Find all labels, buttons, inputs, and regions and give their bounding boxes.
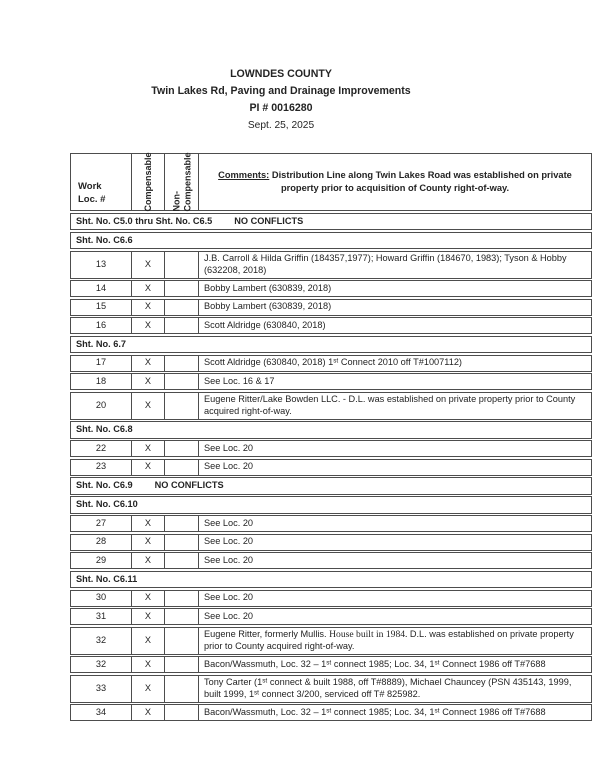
comment-text: See Loc. 20 [204,610,254,621]
section-row [70,571,592,589]
work-loc-value: 14 [95,282,107,293]
section-row [70,421,592,439]
section-label: Sht. No. C5.0 thru Sht. No. C6.5 [76,215,213,226]
compensable-cell [132,657,165,672]
comment-cell [199,252,591,278]
section-row [70,336,592,354]
work-loc-value: 32 [95,658,107,669]
comment-cell [199,516,591,531]
compensable-mark: X [144,706,152,717]
comment-text: See Loc. 20 [204,554,254,565]
section-label: Sht. No. C6.10 [76,499,138,509]
comment-text-part1: Eugene Ritter, formerly Mullis. [204,629,330,639]
non-compensable-cell [165,281,199,296]
compensable-cell [132,516,165,531]
compensable-mark: X [144,319,152,330]
non-compensable-line1: Non- [171,191,181,212]
table-row [70,515,592,532]
work-loc-cell [71,516,132,531]
compensable-mark: X [144,682,152,693]
comment-text: Bacon/Wassmuth, Loc. 32 – 1ˢᵗ connect 1985; Loc. 34, 1ˢᵗ Connect 1986 off T#7688 [204,658,546,669]
work-loc-cell [71,441,132,456]
table-row [70,373,592,390]
work-loc-cell [71,393,132,419]
compensable-cell [132,676,165,702]
non-compensable-cell [165,516,199,531]
work-loc-value: 20 [95,399,107,410]
comment-cell [199,374,591,389]
compensable-header-cell [132,154,165,210]
non-compensable-line2: Compensable [181,152,192,212]
comment-text: Bobby Lambert (630839, 2018) [204,282,332,293]
work-loc-cell [71,591,132,606]
comment-cell [199,535,591,550]
comment-cell [199,553,591,568]
compensable-mark: X [144,517,152,528]
work-loc-value: 32 [95,634,107,645]
comments-label: Comments: [218,170,270,180]
comment-cell [199,281,591,296]
work-loc-value: 16 [95,319,107,330]
compensable-cell [132,252,165,278]
work-loc-header-cell [71,154,132,210]
non-compensable-cell [165,318,199,333]
section-row [70,232,592,250]
work-loc-value: 29 [95,554,107,565]
table-row [70,552,592,569]
compensable-cell [132,535,165,550]
work-loc-cell [71,676,132,702]
compensable-cell [132,705,165,720]
section-note: NO CONFLICTS [154,480,224,490]
work-loc-cell [71,460,132,475]
non-compensable-cell [165,393,199,419]
work-loc-value: 23 [95,461,107,472]
compensable-mark: X [144,592,152,603]
work-loc-value: 17 [95,357,107,368]
work-loc-cell [71,657,132,672]
non-compensable-cell [165,460,199,475]
comment-cell [199,441,591,456]
section-label: Sht. No. C6.8 [76,424,133,434]
compensable-mark: X [144,461,152,472]
section-label: Sht. No. C6.9 [76,480,133,490]
compensable-cell [132,441,165,456]
compensable-cell [132,628,165,654]
comment-cell [199,300,591,315]
comment-cell [199,657,591,672]
comment-cell [199,705,591,720]
non-compensable-cell [165,591,199,606]
compensable-mark: X [144,536,152,547]
work-loc-value: 33 [95,682,107,693]
compensable-mark: X [144,554,152,565]
table-header-row [70,153,592,211]
comment-cell [199,609,591,624]
comments-header-cell [199,154,591,210]
comment-text: Scott Aldridge (630840, 2018) [204,319,326,330]
compensable-mark: X [144,282,152,293]
compensable-mark: X [144,634,152,645]
section-row [70,477,592,495]
work-loc-value: 30 [95,592,107,603]
comment-text-part2: House built in 1984. [329,629,410,640]
work-loc-cell [71,609,132,624]
comment-cell [199,318,591,333]
compensable-mark: X [144,357,152,368]
compensable-cell [132,300,165,315]
title-pi-number: PI # 0016280 [249,102,313,114]
compensable-mark: X [144,399,152,410]
section-label: Sht. No. C6.11 [76,573,138,584]
non-compensable-cell [165,356,199,371]
work-loc-cell [71,705,132,720]
work-loc-cell [71,356,132,371]
table-row [70,251,592,279]
comment-text: See Loc. 20 [204,536,254,546]
comment-text: See Loc. 20 [204,461,254,471]
title-county: LOWNDES COUNTY [230,68,332,80]
document-date: Sept. 25, 2025 [247,120,315,131]
comments-description: Distribution Line along Twin Lakes Road was established on private property prior to acquisition of County right-of-way. [271,170,572,193]
comment-text: Eugene Ritter/Lake Bowden LLC. - D.L. was established on private property prior to County acquired right-of-way. [204,394,576,416]
comment-text: See Loc. 20 [204,517,254,528]
table-row [70,299,592,316]
non-compensable-cell [165,676,199,702]
work-loc-value: 31 [95,610,107,621]
non-compensable-header-label [171,152,192,211]
work-loc-value: 27 [95,517,107,528]
compensable-cell [132,460,165,475]
table-row [70,590,592,607]
work-loc-cell [71,252,132,278]
non-compensable-cell [165,657,199,672]
compensable-cell [132,374,165,389]
non-compensable-cell [165,705,199,720]
compensable-cell [132,393,165,419]
compensable-cell [132,356,165,371]
non-compensable-cell [165,300,199,315]
table-row [70,440,592,457]
comment-text: Scott Aldridge (630840, 2018) 1ˢᵗ Connect 2010 off T#1007112) [204,357,462,367]
table-row [70,627,592,655]
compensable-cell [132,591,165,606]
non-compensable-cell [165,374,199,389]
work-loc-value: 13 [95,258,107,269]
comment-cell [199,393,591,419]
comment-cell [199,356,591,371]
comment-text: J.B. Carroll & Hilda Griffin (184357,1977); Howard Griffin (184670, 1983); Tyson & Hobby (632208, 2018) [204,253,567,275]
work-loc-cell [71,628,132,654]
title-project: Twin Lakes Rd, Paving and Drainage Improvements [151,85,411,97]
table-row [70,280,592,297]
document-header [0,66,562,134]
non-compensable-cell [165,535,199,550]
work-loc-value: 34 [95,706,107,717]
non-compensable-cell [165,553,199,568]
table-row [70,317,592,334]
non-compensable-cell [165,441,199,456]
work-loc-cell [71,318,132,333]
compensable-cell [132,281,165,296]
non-compensable-cell [165,252,199,278]
comment-text: See Loc. 20 [204,592,254,602]
work-loc-header-line2: Loc. # [78,193,106,205]
section-label: Sht. No. 6.7 [76,338,127,349]
work-loc-header-line1: Work [78,181,102,192]
comments-header-text [207,169,583,195]
work-loc-cell [71,281,132,296]
table-row [70,534,592,551]
compensable-mark: X [144,301,152,312]
work-loc-cell [71,553,132,568]
compensable-mark: X [144,658,152,669]
comment-text: Tony Carter (1ˢᵗ connect & built 1988, off T#8889), Michael Chauncey (PSN 435143, 1999, built 1999, 1ˢᵗ connect 3/200, serviced off T# 825982. [204,677,572,699]
comment-cell [199,591,591,606]
work-loc-value: 15 [95,301,107,312]
section-note: NO CONFLICTS [234,215,304,226]
work-loc-cell [71,535,132,550]
section-row [70,213,592,231]
table-row [70,392,592,420]
conflicts-table [70,153,592,723]
section-label: Sht. No. C6.6 [76,234,133,245]
compensable-mark: X [144,442,152,453]
table-row [70,675,592,703]
comment-text: Bacon/Wassmuth, Loc. 32 – 1ˢᵗ connect 1985; Loc. 34, 1ˢᵗ Connect 1986 off T#7688 [204,706,546,717]
table-row [70,608,592,625]
compensable-mark: X [144,258,152,269]
non-compensable-header-cell [165,154,199,210]
table-row [70,355,592,372]
compensable-cell [132,609,165,624]
compensable-mark: X [144,610,152,621]
compensable-mark: X [144,375,152,386]
work-loc-value: 28 [95,536,107,547]
compensable-header-label: Compensable [142,152,153,212]
compensable-cell [132,318,165,333]
comment-text-part3: D.L. was established on private property prior to County acquired right-of-way. [204,629,574,651]
work-loc-cell [71,300,132,315]
non-compensable-cell [165,628,199,654]
section-row [70,496,592,514]
non-compensable-cell [165,609,199,624]
comment-cell [199,676,591,702]
comment-text: See Loc. 20 [204,442,254,453]
work-loc-value: 18 [95,375,107,386]
comment-text: Bobby Lambert (630839, 2018) [204,301,332,311]
work-loc-cell [71,374,132,389]
comment-cell [199,628,591,654]
compensable-cell [132,553,165,568]
table-row [70,704,592,721]
comment-text: See Loc. 16 & 17 [204,375,275,386]
table-row [70,656,592,673]
table-row [70,459,592,476]
work-loc-value: 22 [95,442,107,453]
comment-cell [199,460,591,475]
